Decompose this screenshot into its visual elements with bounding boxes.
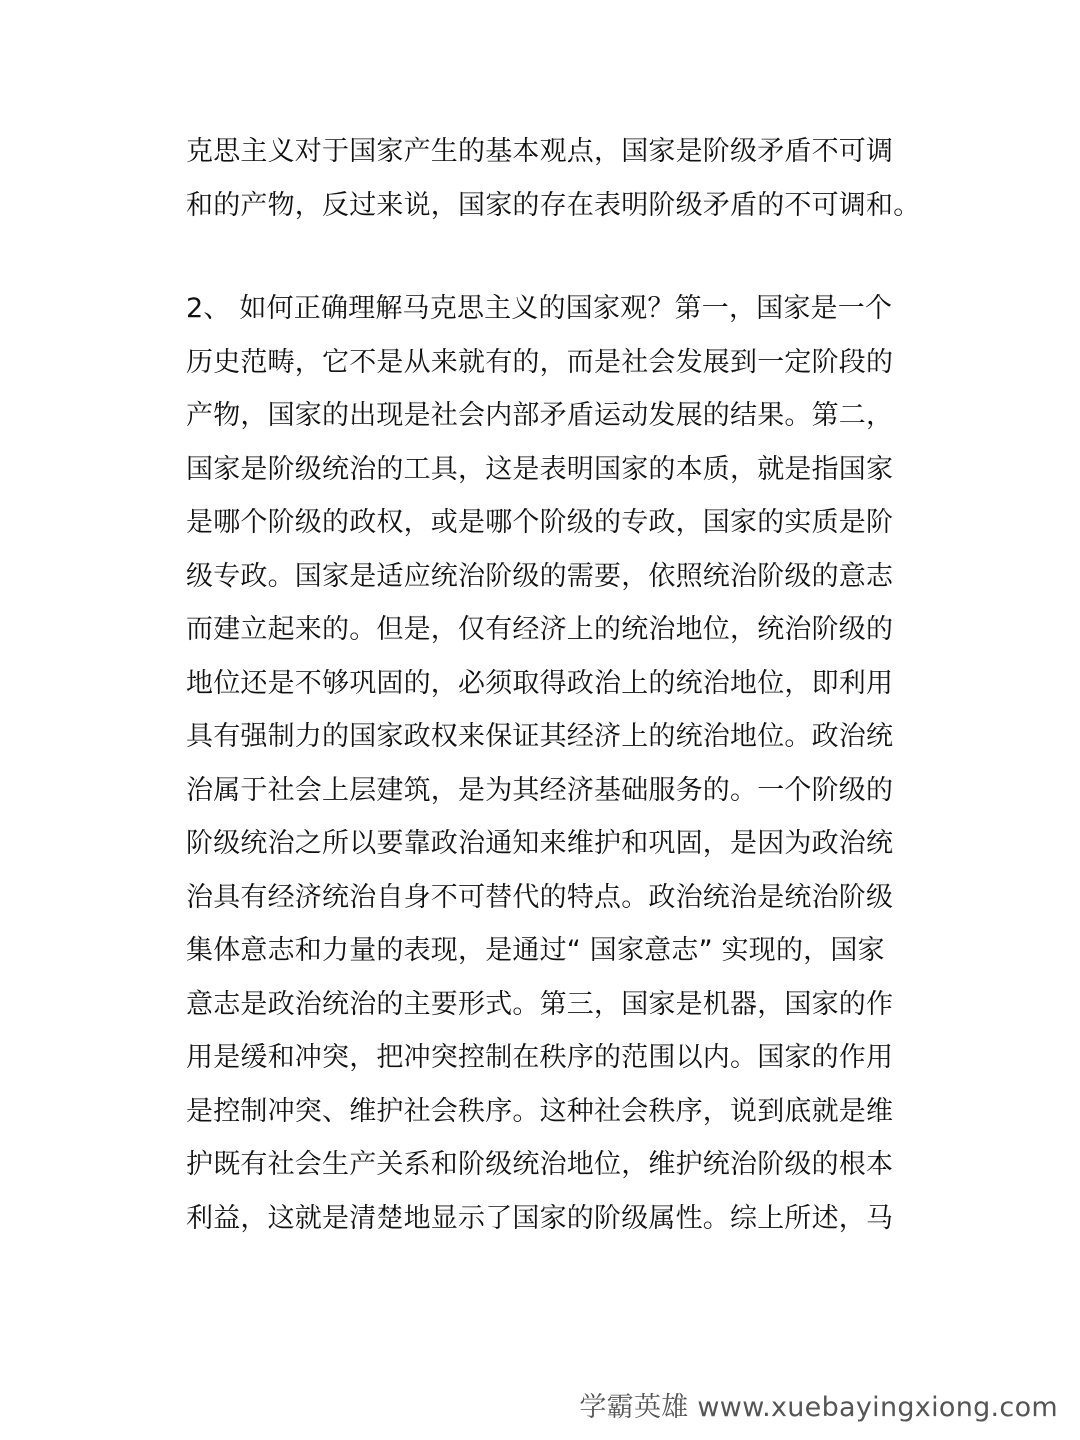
text-line: 意志是政治统治的主要形式。第三，国家是机器，国家的作 bbox=[186, 988, 894, 1020]
text-line: 治属于社会上层建筑，是为其经济基础服务的。一个阶级的 bbox=[186, 774, 894, 806]
text-line: 和的产物，反过来说，国家的存在表明阶级矛盾的不可调和。 bbox=[186, 189, 921, 221]
site-watermark: 学霸英雄 www.xuebayingxiong.com bbox=[579, 1392, 1058, 1423]
text-line: 阶级统治之所以要靠政治通知来维护和巩固，是因为政治统 bbox=[186, 828, 894, 859]
text-line: 具有强制力的国家政权来保证其经济上的统治地位。政治统 bbox=[186, 721, 894, 752]
text-line: 地位还是不够巩固的，必须取得政治上的统治地位，即利用 bbox=[186, 667, 894, 699]
text-line: 产物，国家的出现是社会内部矛盾运动发展的结果。第二， bbox=[186, 400, 894, 431]
text-line: 是控制冲突、维护社会秩序。这种社会秩序，说到底就是维 bbox=[186, 1095, 894, 1127]
text-line: 集体意志和力量的表现，是通过“ 国家意志” 实现的，国家 bbox=[186, 935, 885, 966]
text-line: 治具有经济统治自身不可替代的特点。政治统治是统治阶级 bbox=[186, 881, 894, 913]
text-line: 历史范畴，它不是从来就有的，而是社会发展到一定阶段的 bbox=[186, 346, 894, 378]
paragraph-2 bbox=[186, 282, 906, 1245]
text-line: 用是缓和冲突，把冲突控制在秩序的范围以内。国家的作用 bbox=[186, 1042, 894, 1073]
text-line: 而建立起来的。但是，仅有经济上的统治地位，统治阶级的 bbox=[186, 614, 894, 645]
text-line: 是哪个阶级的政权，或是哪个阶级的专政，国家的实质是阶 bbox=[186, 507, 894, 538]
paragraph-1 bbox=[186, 125, 921, 232]
text-line: 2、 如何正确理解马克思主义的国家观？第一，国家是一个 bbox=[186, 293, 893, 324]
text-line: 级专政。国家是适应统治阶级的需要，依照统治阶级的意志 bbox=[186, 560, 894, 592]
text-line: 国家是阶级统治的工具，这是表明国家的本质，就是指国家 bbox=[186, 453, 894, 485]
text-line: 克思主义对于国家产生的基本观点，国家是阶级矛盾不可调 bbox=[186, 136, 894, 167]
text-line: 利益，这就是清楚地显示了国家的阶级属性。综上所述，马 bbox=[186, 1202, 894, 1234]
text-line: 护既有社会生产关系和阶级统治地位，维护统治阶级的根本 bbox=[186, 1149, 894, 1180]
